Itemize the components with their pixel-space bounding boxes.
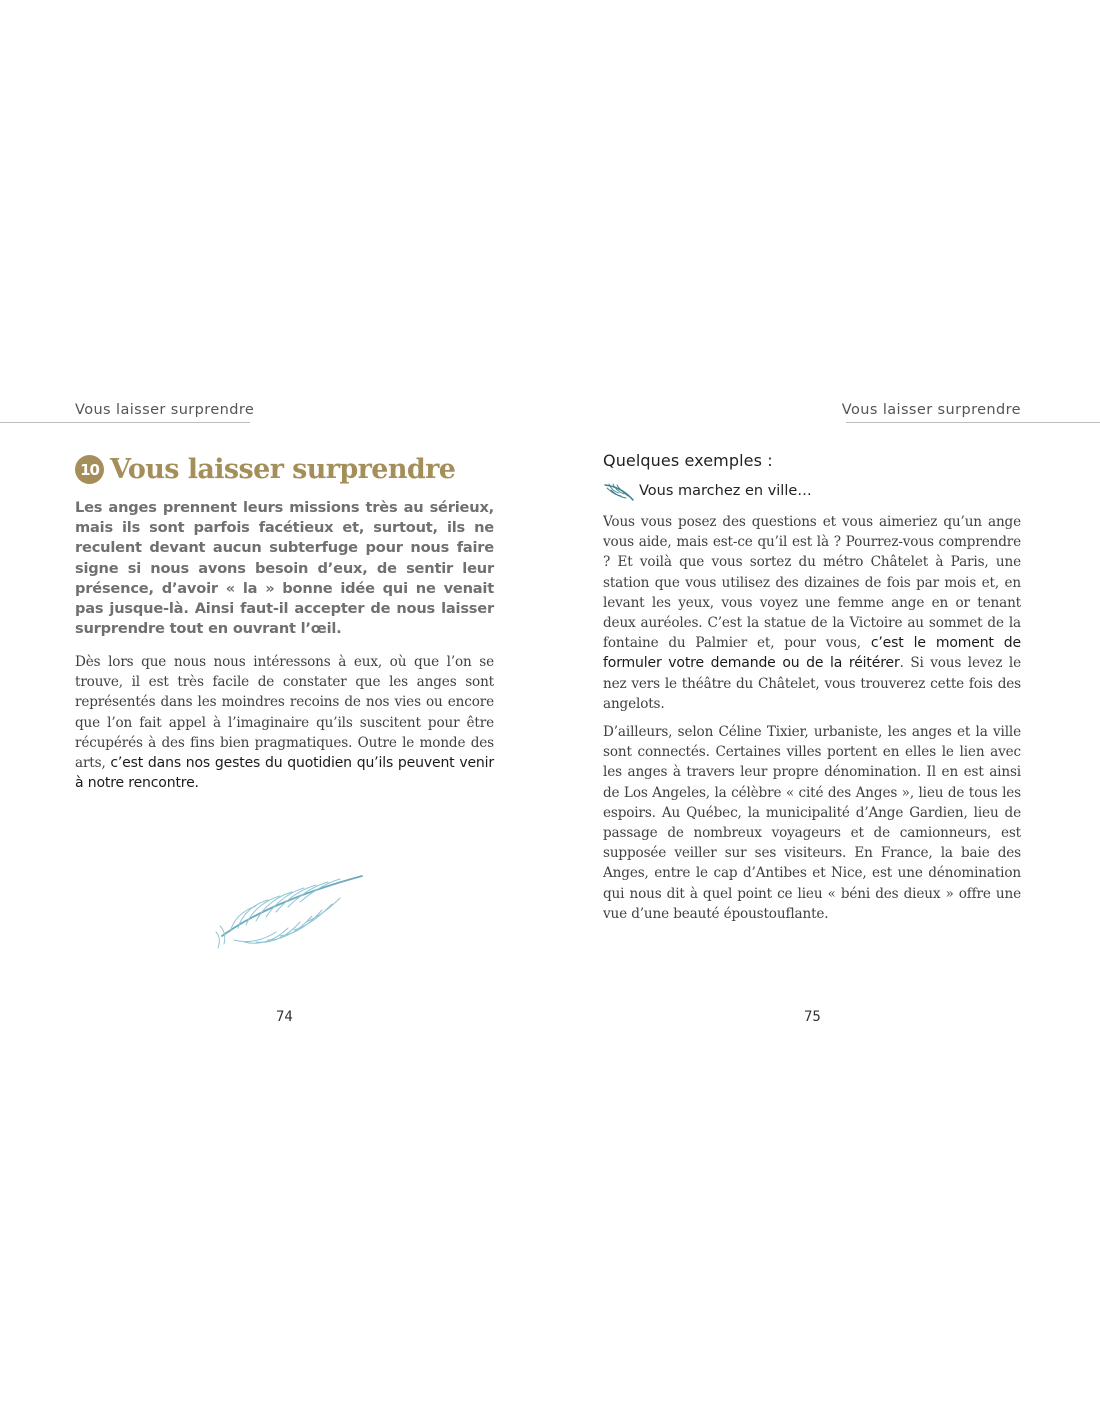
page-number-left: 74 bbox=[276, 1009, 293, 1025]
intro-paragraph: Les anges prennent leurs missions très au sérieux, mais ils sont parfois facétieux et, surtout, ils ne reculent devant aucun subterfuge pour nous faire signe si nous avons besoin d’eux, de sentir leur présence, d’avoir « la » bonne idée qui ne venait pas jusque-là. Ainsi faut-il accepter de nous laisser surprendre tout en ouvrant l’œil. bbox=[75, 499, 494, 638]
emphasis-text: c’est le moment de formuler votre demande ou de la réitérer bbox=[603, 635, 1021, 672]
body-paragraph-right-1 bbox=[603, 512, 1021, 714]
header-rule-right bbox=[846, 422, 1100, 423]
body-text: Vous vous posez des questions et vous aimeriez qu’un ange vous aide, mais est-ce qu’il est là ? Pourrez-vous comprendre ? Et voilà que vous sortez du métro Châtelet à Paris, une station que vous utilisez des dizaines de fois par mois et, en levant les yeux, vous voyez une femme ange en or tenant deux auréoles. C’est la statue de la Victoire au sommet de la fontaine du Palmier et, pour vous, bbox=[603, 514, 1021, 652]
page-number-right: 75 bbox=[804, 1009, 821, 1025]
chapter-number-badge: 10 bbox=[75, 455, 104, 484]
section-heading: Quelques exemples : bbox=[603, 451, 773, 470]
running-head-right: Vous laisser surprendre bbox=[841, 402, 1021, 418]
feather-icon bbox=[603, 480, 635, 502]
chapter-title bbox=[75, 454, 455, 485]
emphasis-text: c’est dans nos gestes du quotidien qu’ils peuvent venir à notre rencontre. bbox=[75, 755, 494, 792]
body-paragraph-right-2: D’ailleurs, selon Céline Tixier, urbaniste, les anges et la ville sont connectés. Certaines villes portent en elles le lien avec les anges à travers leur propre dénomination. Il en est ainsi de Los Angeles, la célèbre « cité des Anges », lieu de tous les espoirs. Au Québec, la municipalité d’Ange Gardien, lieu de passage de nombreux voyageurs et de camionneurs, est supposée veiller sur ses visiteurs. En France, la baie des Anges, entre le cap d’Antibes et Nice, est une dénomination qui nous dit à quel point ce lieu « béni des dieux » offre une vue d’une beauté époustouflante. bbox=[603, 724, 1021, 922]
chapter-title-text: Vous laisser surprendre bbox=[110, 454, 456, 485]
feather-icon bbox=[210, 870, 370, 952]
body-text: Dès lors que nous nous intéressons à eux, où que l’on se trouve, il est très facile de constater que les anges sont représentés dans les moindres recoins de nos vies ou encore que l’on fait appel à l’imaginaire qu’ils suscitent pour être récupérés à des fins bien pragmatiques. Outre le monde des arts, bbox=[75, 654, 494, 772]
body-text-continued: . Si vous levez le nez vers le théâtre du Châtelet, vous trouverez cette fois des angelots. bbox=[603, 655, 1021, 712]
example-label bbox=[603, 480, 812, 502]
running-head-left: Vous laisser surprendre bbox=[75, 402, 255, 418]
header-rule-left bbox=[0, 422, 250, 423]
right-page bbox=[550, 0, 1100, 1422]
example-label-text: Vous marchez en ville… bbox=[639, 483, 812, 499]
body-paragraph-left bbox=[75, 652, 494, 793]
